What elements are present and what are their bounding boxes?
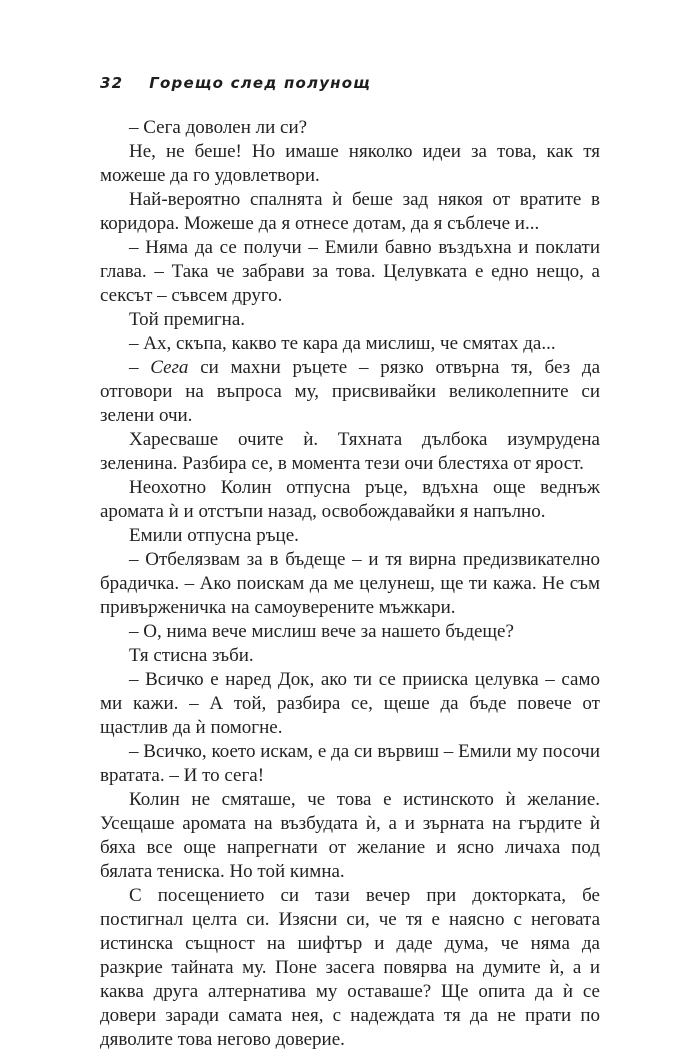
page-number: 32	[100, 74, 124, 92]
paragraph: – Всичко е наред Док, ако ти се прииска целувка – само ми кажи. – А той, разбира се, щеше да бъде повече от щастлив да ѝ помогне.	[100, 669, 600, 738]
paragraph: – Отбелязвам за в бъдеще – и тя вирна предизвикателно брадичка. – Ако поискам да ме целунеш, ще ти кажа. Не съм привърженичка на самоуверените мъжкари.	[100, 549, 600, 618]
book-title: Горещо след полунощ	[149, 74, 372, 92]
emphasized-word: Сега	[150, 357, 189, 378]
paragraph: – Всичко, което искам, е да си вървиш – Емили му посочи вратата. – И то сега!	[100, 741, 600, 786]
paragraph: Емили отпусна ръце.	[129, 525, 299, 546]
paragraph: Неохотно Колин отпусна ръце, вдъхна още веднъж аромата ѝ и отстъпи назад, освобождавайки я напълно.	[100, 477, 600, 522]
paragraph	[100, 356, 600, 428]
paragraph: Не, не беше! Но имаше няколко идеи за това, как тя можеше да го удовлетвори.	[100, 141, 600, 186]
paragraph: Харесваше очите ѝ. Тяхната дълбока изумрудена зеленина. Разбира се, в момента тези очи блестяха от ярост.	[100, 429, 600, 474]
paragraph: Тя стисна зъби.	[129, 645, 254, 666]
running-header	[100, 74, 371, 92]
paragraph: Колин не смяташе, че това е истинското ѝ желание. Усещаше аромата на възбудата ѝ, а и зърната на гърдите ѝ бяха все още напрегнати от желание и ясно личаха под бялата тениска. Но той кимна.	[100, 789, 600, 882]
paragraph: С посещението си тази вечер при докторката, бе постигнал целта си. Изясни си, че тя е наясно с неговата истинска същност на шифтър и даде дума, че няма да разкрие тайната му. Поне засега повярва на думите ѝ, а и каква друга алтернатива му оставаше? Ще опита да ѝ се довери заради самата нея, с надеждата тя да не прати по дяволите това негово доверие.	[100, 885, 600, 1050]
paragraph-rest: си махни ръцете – рязко отвърна тя, без да отговори на въпроса му, присвивайки великолепните си зелени очи.	[100, 357, 600, 426]
dialogue-dash: –	[129, 357, 151, 378]
paragraph: Най-вероятно спалнята ѝ беше зад някоя от вратите в коридора. Можеше да я отнесе дотам, да я съблече и...	[100, 189, 600, 234]
paragraph: – Ах, скъпа, какво те кара да мислиш, че смятах да...	[129, 333, 556, 354]
paragraph: Той премигна.	[129, 309, 246, 330]
paragraph: – Сега доволен ли си?	[129, 117, 308, 138]
paragraph: – О, нима вече мислиш вече за нашето бъдеще?	[129, 621, 514, 642]
body-text	[100, 116, 600, 1052]
paragraph: – Няма да се получи – Емили бавно въздъхна и поклати глава. – Така че забрави за това. Целувката е едно нещо, а сексът – съвсем друго.	[100, 237, 600, 306]
